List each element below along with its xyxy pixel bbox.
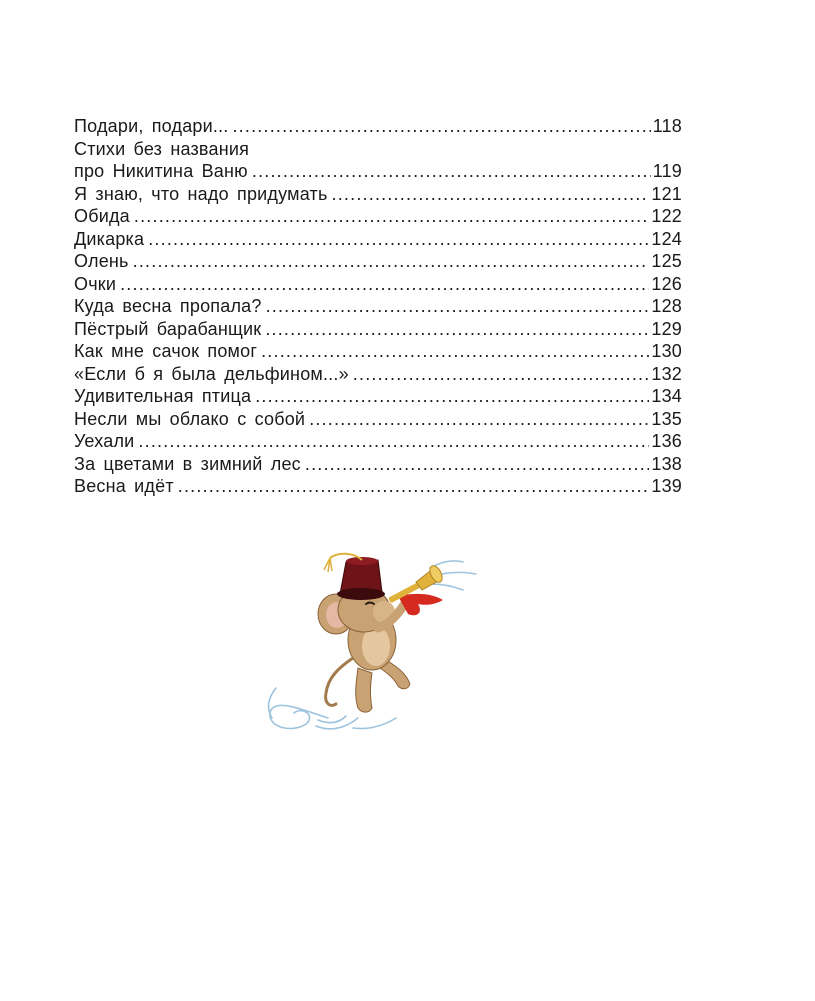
- toc-leader-dots: [133, 250, 650, 273]
- toc-entry[interactable]: [74, 138, 682, 161]
- toc-leader-dots: [353, 363, 650, 386]
- toc-entry-title: Олень: [74, 251, 129, 271]
- toc-entry-page: 130: [651, 341, 682, 361]
- toc-entry-title: Очки: [74, 273, 117, 294]
- toc-leader-dots: [309, 408, 649, 431]
- toc-entry-title: Куда весна пропала?: [74, 296, 262, 316]
- toc-entry-page: 124: [651, 228, 682, 249]
- fez-hat: [324, 554, 385, 600]
- toc-leader-dots: [178, 475, 650, 498]
- toc-entry[interactable]: [74, 160, 682, 183]
- toc-entry[interactable]: [74, 115, 682, 138]
- toc-entry-page: 138: [651, 453, 682, 474]
- toc-entry-title: Удивительная птица: [74, 386, 252, 406]
- toc-entry-page: 132: [651, 363, 682, 384]
- toc-leader-dots: [261, 340, 649, 363]
- toc-entry-page: 125: [651, 251, 682, 271]
- toc-leader-dots: [134, 205, 649, 228]
- toc-entry-page: 118: [652, 116, 682, 136]
- toc-entry[interactable]: [74, 408, 682, 431]
- table-of-contents: [74, 115, 682, 498]
- toc-entry[interactable]: [74, 250, 682, 273]
- toc-entry-title: про Никитина Ваню: [74, 161, 248, 181]
- toc-entry[interactable]: [74, 318, 682, 341]
- toc-leader-dots: [266, 295, 650, 318]
- toc-entry-page: 129: [651, 318, 682, 339]
- toc-entry-title: Уехали: [74, 431, 135, 451]
- mouse-with-trumpet-icon: [258, 548, 488, 748]
- toc-entry[interactable]: [74, 475, 682, 498]
- toc-leader-dots: [148, 228, 649, 251]
- toc-entry-page: 121: [651, 183, 682, 204]
- toc-entry-title: Дикарка: [74, 228, 145, 249]
- toc-entry[interactable]: [74, 205, 682, 228]
- toc-entry-title: Стихи без названия: [74, 138, 250, 159]
- toc-leader-dots: [332, 183, 650, 206]
- toc-entry-title: За цветами в зимний лес: [74, 453, 301, 474]
- toc-leader-dots: [255, 385, 649, 408]
- toc-entry[interactable]: [74, 183, 682, 206]
- toc-leader-dots: [232, 115, 650, 138]
- toc-entry-title: Несли мы облако с собой: [74, 408, 306, 429]
- toc-entry[interactable]: [74, 340, 682, 363]
- toc-entry-page: 134: [651, 386, 682, 406]
- toc-entry-page: 135: [651, 408, 682, 429]
- toc-entry[interactable]: [74, 363, 682, 386]
- toc-leader-dots: [305, 453, 649, 476]
- toc-entry-title: Подари, подари...: [74, 116, 229, 136]
- toc-entry[interactable]: [74, 430, 682, 453]
- toc-entry-title: Пёстрый барабанщик: [74, 318, 262, 339]
- toc-entry[interactable]: [74, 453, 682, 476]
- toc-entry-title: Весна идёт: [74, 476, 174, 496]
- toc-entry-page: 122: [651, 206, 682, 226]
- toc-entry[interactable]: [74, 385, 682, 408]
- toc-leader-dots: [138, 430, 649, 453]
- toc-leader-dots: [252, 160, 651, 183]
- toc-leader-dots: [120, 273, 649, 296]
- toc-entry[interactable]: [74, 273, 682, 296]
- toc-entry-page: 128: [651, 296, 682, 316]
- toc-entry-page: 139: [651, 476, 682, 496]
- toc-entry-title: «Если б я была дельфином...»: [74, 363, 349, 384]
- toc-entry[interactable]: [74, 295, 682, 318]
- toc-entry-page: 136: [651, 431, 682, 451]
- toc-entry-title: Я знаю, что надо придумать: [74, 183, 328, 204]
- toc-entry-page: 126: [651, 273, 682, 294]
- ground-swirl: [269, 688, 396, 729]
- toc-entry-title: Обида: [74, 206, 130, 226]
- toc-leader-dots: [265, 318, 649, 341]
- toc-entry-title: Как мне сачок помог: [74, 341, 258, 361]
- toc-entry[interactable]: [74, 228, 682, 251]
- toc-entry-page: 119: [652, 161, 682, 181]
